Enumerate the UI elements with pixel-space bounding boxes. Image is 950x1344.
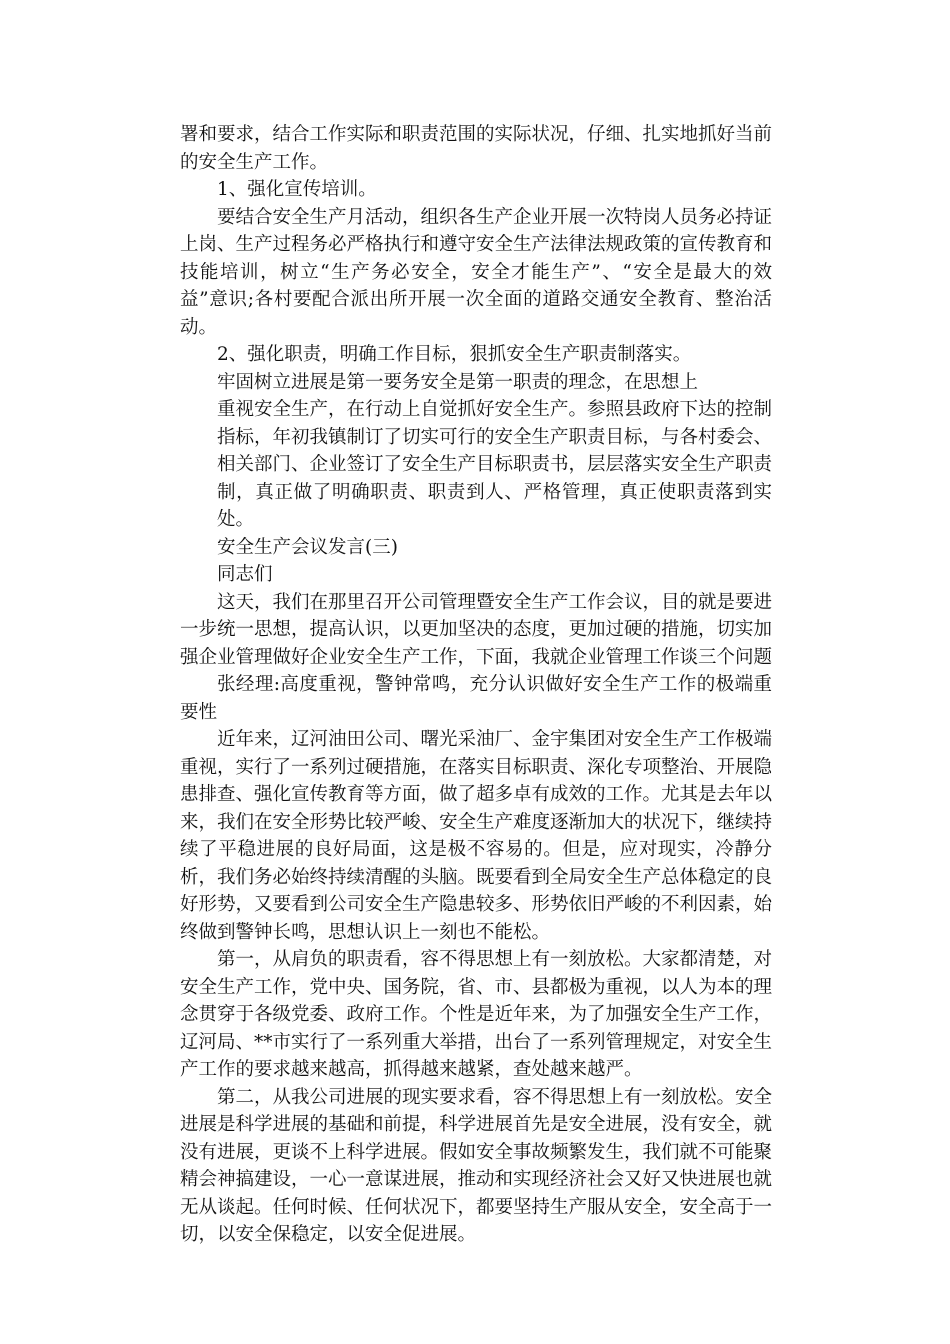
paragraph-training: 要结合安全生产月活动，组织各生产企业开展一次特岗人员务必持证上岗、生产过程务必严格执行和遵守安全生产法律法规政策的宣传教育和技能培训，树立“生产务必安全，安全才能生产”、“安全是最大的效益”意识;各村要配合派出所开展一次全面的道路交通安全教育、整治活动。 — [180, 206, 773, 338]
section-title: 安全生产会议发言(三) — [217, 536, 398, 558]
paragraph-concept: 牢固树立进展是第一要务安全是第一职责的理念，在思想上 — [217, 371, 699, 393]
heading-responsibility: 2、强化职责，明确工作目标，狠抓安全生产职责制落实。 — [217, 344, 692, 365]
paragraph-targets: 重视安全生产，在行动上自觉抓好安全生产。参照县政府下达的控制指标，年初我镇制订了切实可行的安全生产职责目标，与各村委会、相关部门、企业签订了安全生产目标职责书，层层落实安全生产职责制，真正做了明确职责、职责到人、严格管理，真正使职责落到实处。 — [217, 399, 773, 530]
document-body — [180, 121, 772, 1249]
paragraph-1: 署和要求，结合工作实际和职责范围的实际状况，仔细、扎实地抓好当前的安全生产工作。 — [180, 124, 773, 173]
paragraph-first-point: 第一，从肩负的职责看，容不得思想上有一刻放松。大家都清楚，对安全生产工作，党中央、国务院，省、市、县都极为重视，以人为本的理念贯穿于各级党委、政府工作。个性是近年来，为了加强安全生产工作，辽河局、**市实行了一系列重大举措，出台了一系列管理规定，对安全生产工作的要求越来越高，抓得越来越紧，查处越来越严。 — [180, 949, 773, 1080]
paragraph-recent-years: 近年来，辽河油田公司、曙光采油厂、金宇集团对安全生产工作极端重视，实行了一系列过硬措施，在落实目标职责、深化专项整治、开展隐患排查、强化宣传教育等方面，做了超多卓有成效的工作。尤其是去年以来，我们在安全形势比较严峻、安全生产难度逐渐加大的状况下，继续持续了平稳进展的良好局面，这是极不容易的。但是，应对现实，冷静分析，我们务必始终持续清醒的头脑。既要看到全局安全生产总体稳定的良好形势，又要看到公司安全生产隐患较多、形势依旧严峻的不利因素，始终做到警钟长鸣，思想认识上一刻也不能松。 — [180, 729, 773, 943]
paragraph-manager-heading: 张经理:高度重视，警钟常鸣，充分认识做好安全生产工作的极端重要性 — [180, 674, 772, 723]
salutation: 同志们 — [217, 564, 273, 585]
paragraph-second-point: 第二，从我公司进展的现实要求看，容不得思想上有一刻放松。安全进展是科学进展的基础和前提，科学进展首先是安全进展，没有安全，就没有进展，更谈不上科学进展。假如安全事故频繁发生，我们就不可能聚精会神搞建设，一心一意谋进展，推动和实现经济社会又好又快进展也就无从谈起。任何时候、任何状况下，都要坚持生产服从安全，安全高于一切，以安全保稳定，以安全促进展。 — [180, 1086, 773, 1245]
heading-publicity-training: 1、强化宣传培训。 — [217, 179, 377, 200]
paragraph-meeting-intro: 这天，我们在那里召开公司管理暨安全生产工作会议，目的就是要进一步统一思想，提高认识，以更加坚决的态度，更加过硬的措施，切实加强企业管理做好企业安全生产工作，下面，我就企业管理工作谈三个问题 — [180, 591, 773, 668]
